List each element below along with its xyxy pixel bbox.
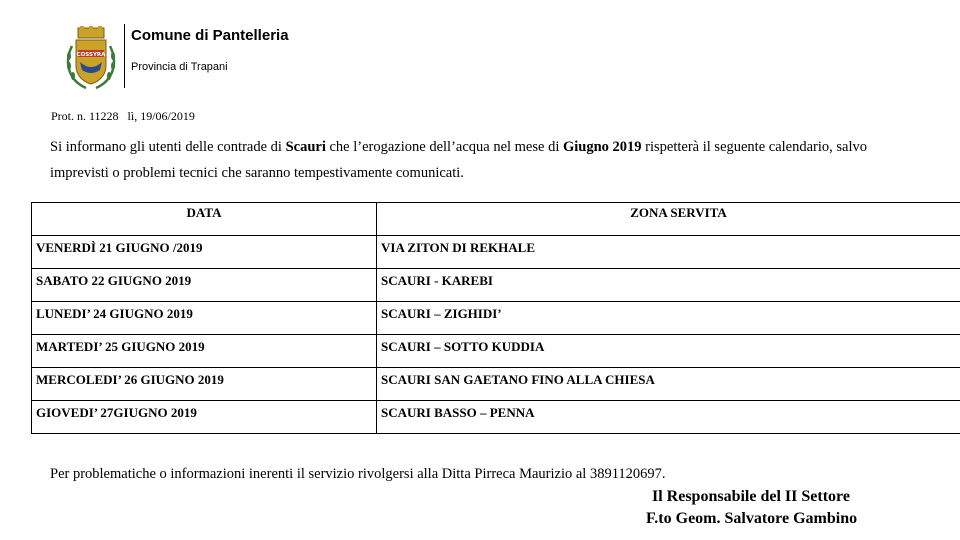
row-date: LUNEDI’ 24 GIUGNO 2019 <box>32 302 377 335</box>
signature-title: Il Responsabile del II Settore <box>652 488 850 505</box>
intro-bold-location: Scauri <box>285 139 326 155</box>
intro-paragraph <box>50 134 960 186</box>
intro-bold-month: Giugno 2019 <box>562 139 642 155</box>
contact-note: Per problematiche o informazioni inerenti il servizio rivolgersi alla Ditta Pirreca Maurizio al 3891120697. <box>50 466 666 482</box>
row-date: SABATO 22 GIUGNO 2019 <box>32 269 377 302</box>
row-zone: SCAURI - KAREBI <box>377 269 960 302</box>
row-zone: SCAURI – ZIGHIDI’ <box>377 302 960 335</box>
water-schedule-table <box>31 202 960 434</box>
row-zone: SCAURI – SOTTO KUDDIA <box>377 335 960 368</box>
header-divider <box>124 24 125 88</box>
row-zone: SCAURI SAN GAETANO FINO ALLA CHIESA <box>377 368 960 401</box>
row-date: MARTEDI’ 25 GIUGNO 2019 <box>32 335 377 368</box>
row-date: VENERDÌ 21 GIUGNO /2019 <box>32 236 377 269</box>
intro-line-2: imprevisti o problemi tecnici che saranno tempestivamente comunicati. <box>50 165 464 181</box>
row-date: GIOVEDI’ 27GIUGNO 2019 <box>32 401 377 434</box>
table-header-row <box>32 203 960 236</box>
row-date: MERCOLEDI’ 26 GIUGNO 2019 <box>32 368 377 401</box>
svg-text:COSSYRA: COSSYRA <box>76 52 106 58</box>
header-zona-servita: ZONA SERVITA <box>377 203 960 236</box>
table-row <box>32 368 960 401</box>
row-zone: VIA ZITON DI REKHALE <box>377 236 960 269</box>
intro-text-3: rispetterà il seguente calendario, salvo <box>641 139 868 155</box>
row-zone: SCAURI BASSO – PENNA <box>377 401 960 434</box>
intro-line-1 <box>50 134 960 160</box>
org-name: Comune di Pantelleria <box>131 27 289 44</box>
table-row <box>32 236 960 269</box>
intro-text-2: che l’erogazione dell’acqua nel mese di <box>325 139 563 155</box>
header-data: DATA <box>32 203 377 236</box>
municipal-crest-logo <box>64 26 118 92</box>
signature-name: F.to Geom. Salvatore Gambino <box>646 510 858 527</box>
table-row <box>32 335 960 368</box>
signature-block <box>646 486 857 530</box>
protocol-line: Prot. n. 11228 lì, 19/06/2019 <box>51 109 195 123</box>
table-row <box>32 269 960 302</box>
org-province: Provincia di Trapani <box>131 61 228 73</box>
intro-text-1: Si informano gli utenti delle contrade di <box>50 139 286 155</box>
table-row <box>32 302 960 335</box>
table-row <box>32 401 960 434</box>
